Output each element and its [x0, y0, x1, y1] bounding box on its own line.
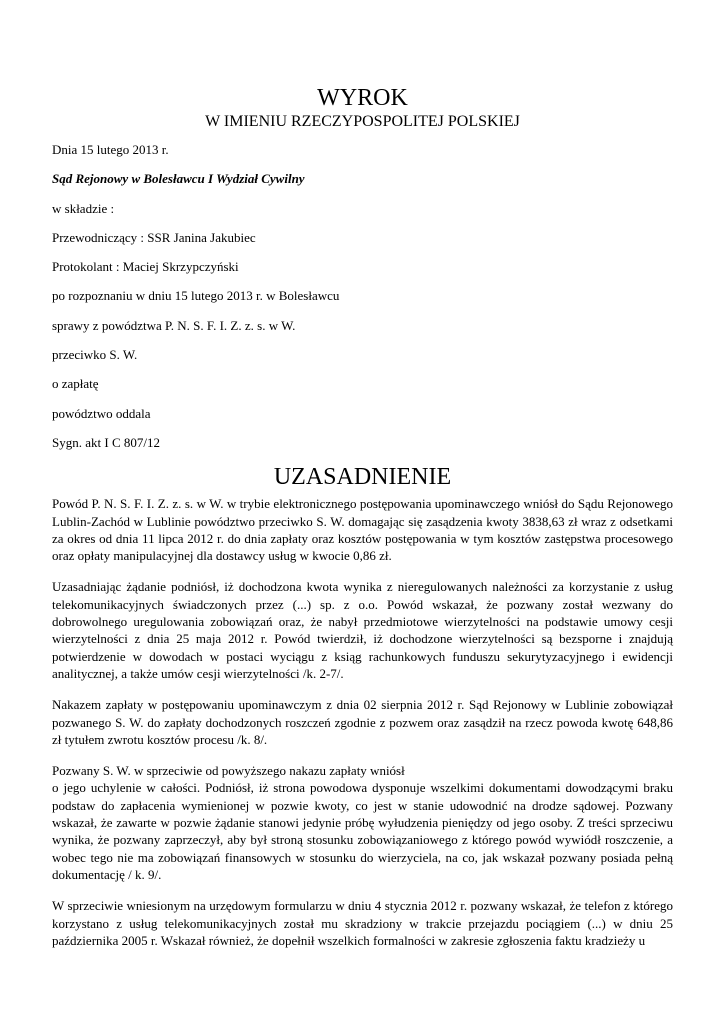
presiding-judge: Przewodniczący : SSR Janina Jakubiec [52, 229, 256, 245]
justification-paragraph: Pozwany S. W. w sprzeciwie od powyższego nakazu zapłaty wniósł [52, 763, 405, 779]
justification-body [52, 495, 673, 949]
hearing-info: po rozpoznaniu w dniu 15 lutego 2013 r. w Bolesławcu [52, 288, 340, 304]
composition-label: w składzie : [52, 200, 115, 216]
court-name: Sąd Rejonowy w Bolesławcu I Wydział Cywilny [52, 171, 305, 187]
judgment-date: Dnia 15 lutego 2013 r. [52, 142, 169, 157]
case-defendant: przeciwko S. W. [52, 347, 138, 363]
justification-paragraph: Powód P. N. S. F. I. Z. z. s. w W. w trybie elektronicznego postępowania upominawczego wniósł do Sądu Rejonowego Lublin-Zachód w Lublinie powództwo przeciwko S. W. domagając się zasądzenia kwoty 3838,63 zł wraz z odsetkami za okres od dnia 11 lipca 2012 r. do dnia zapłaty oraz kosztów postępowania w tym kosztów zastępstwa procesowego oraz opłaty manipulacyjnej dla dostawcy usług w kwocie 0,86 zł. [52, 496, 673, 564]
justification-title: UZASADNIENIE [273, 464, 452, 491]
justification-paragraph: Uzasadniając żądanie podniósł, iż dochodzona kwota wynika z nieregulowanych należności za korzystanie z usług telekomunikacyjnych świadczonych przez (...) sp. z o.o. Powód wskazał, że pozwany został wezwany do dobrowolnego uregulowania zobowiązań oraz, że nabył przedmiotowe wierzytelności na podstawie umowy cesji wierzytelności z dnia 25 maja 2012 r. Powód twierdził, iż dochodzone wierzytelności są bezsporne i znajdują potwierdzenie w dowodach w postaci wyciągu z ksiąg rachunkowych funduszu sekurytyzacyjnego i ewidencji analitycznej, a także umów cesji wierzytelności /k. 2-7/. [52, 579, 673, 681]
justification-paragraph: W sprzeciwie wniesionym na urzędowym formularzu w dniu 4 stycznia 2012 r. pozwany wskazał, że telefon z którego korzystano z usług telekomunikacyjnych został mu skradziony w trakcie przejazdu pociągiem (...) w dniu 25 października 2005 r. Wskazał również, że dopełnił wszelkich formalności w zakresie zgłoszenia faktu kradzieży u [52, 898, 673, 948]
case-plaintiff: sprawy z powództwa P. N. S. F. I. Z. z. s. w W. [52, 317, 296, 333]
document-page [52, 84, 673, 963]
judgment-details [52, 142, 673, 451]
case-subject: o zapłatę [52, 376, 99, 392]
case-signature: Sygn. akt I C 807/12 [52, 434, 160, 450]
justification-paragraph: Nakazem zapłaty w postępowaniu upominawczym z dnia 02 sierpnia 2012 r. Sąd Rejonowy w Lublinie zobowiązał pozwanego S. W. do zapłaty dochodzonych roszczeń zgodnie z pozwem oraz zasądził na rzecz powoda kwotę 648,86 zł tytułem zwrotu kosztów procesu /k. 8/. [52, 697, 673, 747]
justification-paragraph: o jego uchylenie w całości. Podniósł, iż strona powodowa dysponuje wszelkimi dokumentami dowodzącymi braku podstaw do zapłacenia wymienionej w pozwie kwoty, co jest w stanie udowodnić na drodze sądowej. Pozwany wskazał, że zawarte w pozwie żądanie stanowi jedynie próbę wyłudzenia pieniędzy od jego osoby. Z treści sprzeciwu wynika, że pozwany zaprzeczył, aby był stroną stosunku zobowiązaniowego z którego powód wywiódł roszczenie, a wobec tego nie ma zobowiązań finansowych w stosunku do wierzyciela, na co, jak wskazał pozwany posiada pełną dokumentację / k. 9/. [52, 780, 673, 882]
court-clerk: Protokolant : Maciej Skrzypczyński [52, 259, 239, 275]
document-title: WYROK [317, 85, 408, 111]
document-subtitle: W IMIENIU RZECZYPOSPOLITEJ POLSKIEJ [205, 113, 520, 130]
verdict: powództwo oddala [52, 405, 151, 421]
